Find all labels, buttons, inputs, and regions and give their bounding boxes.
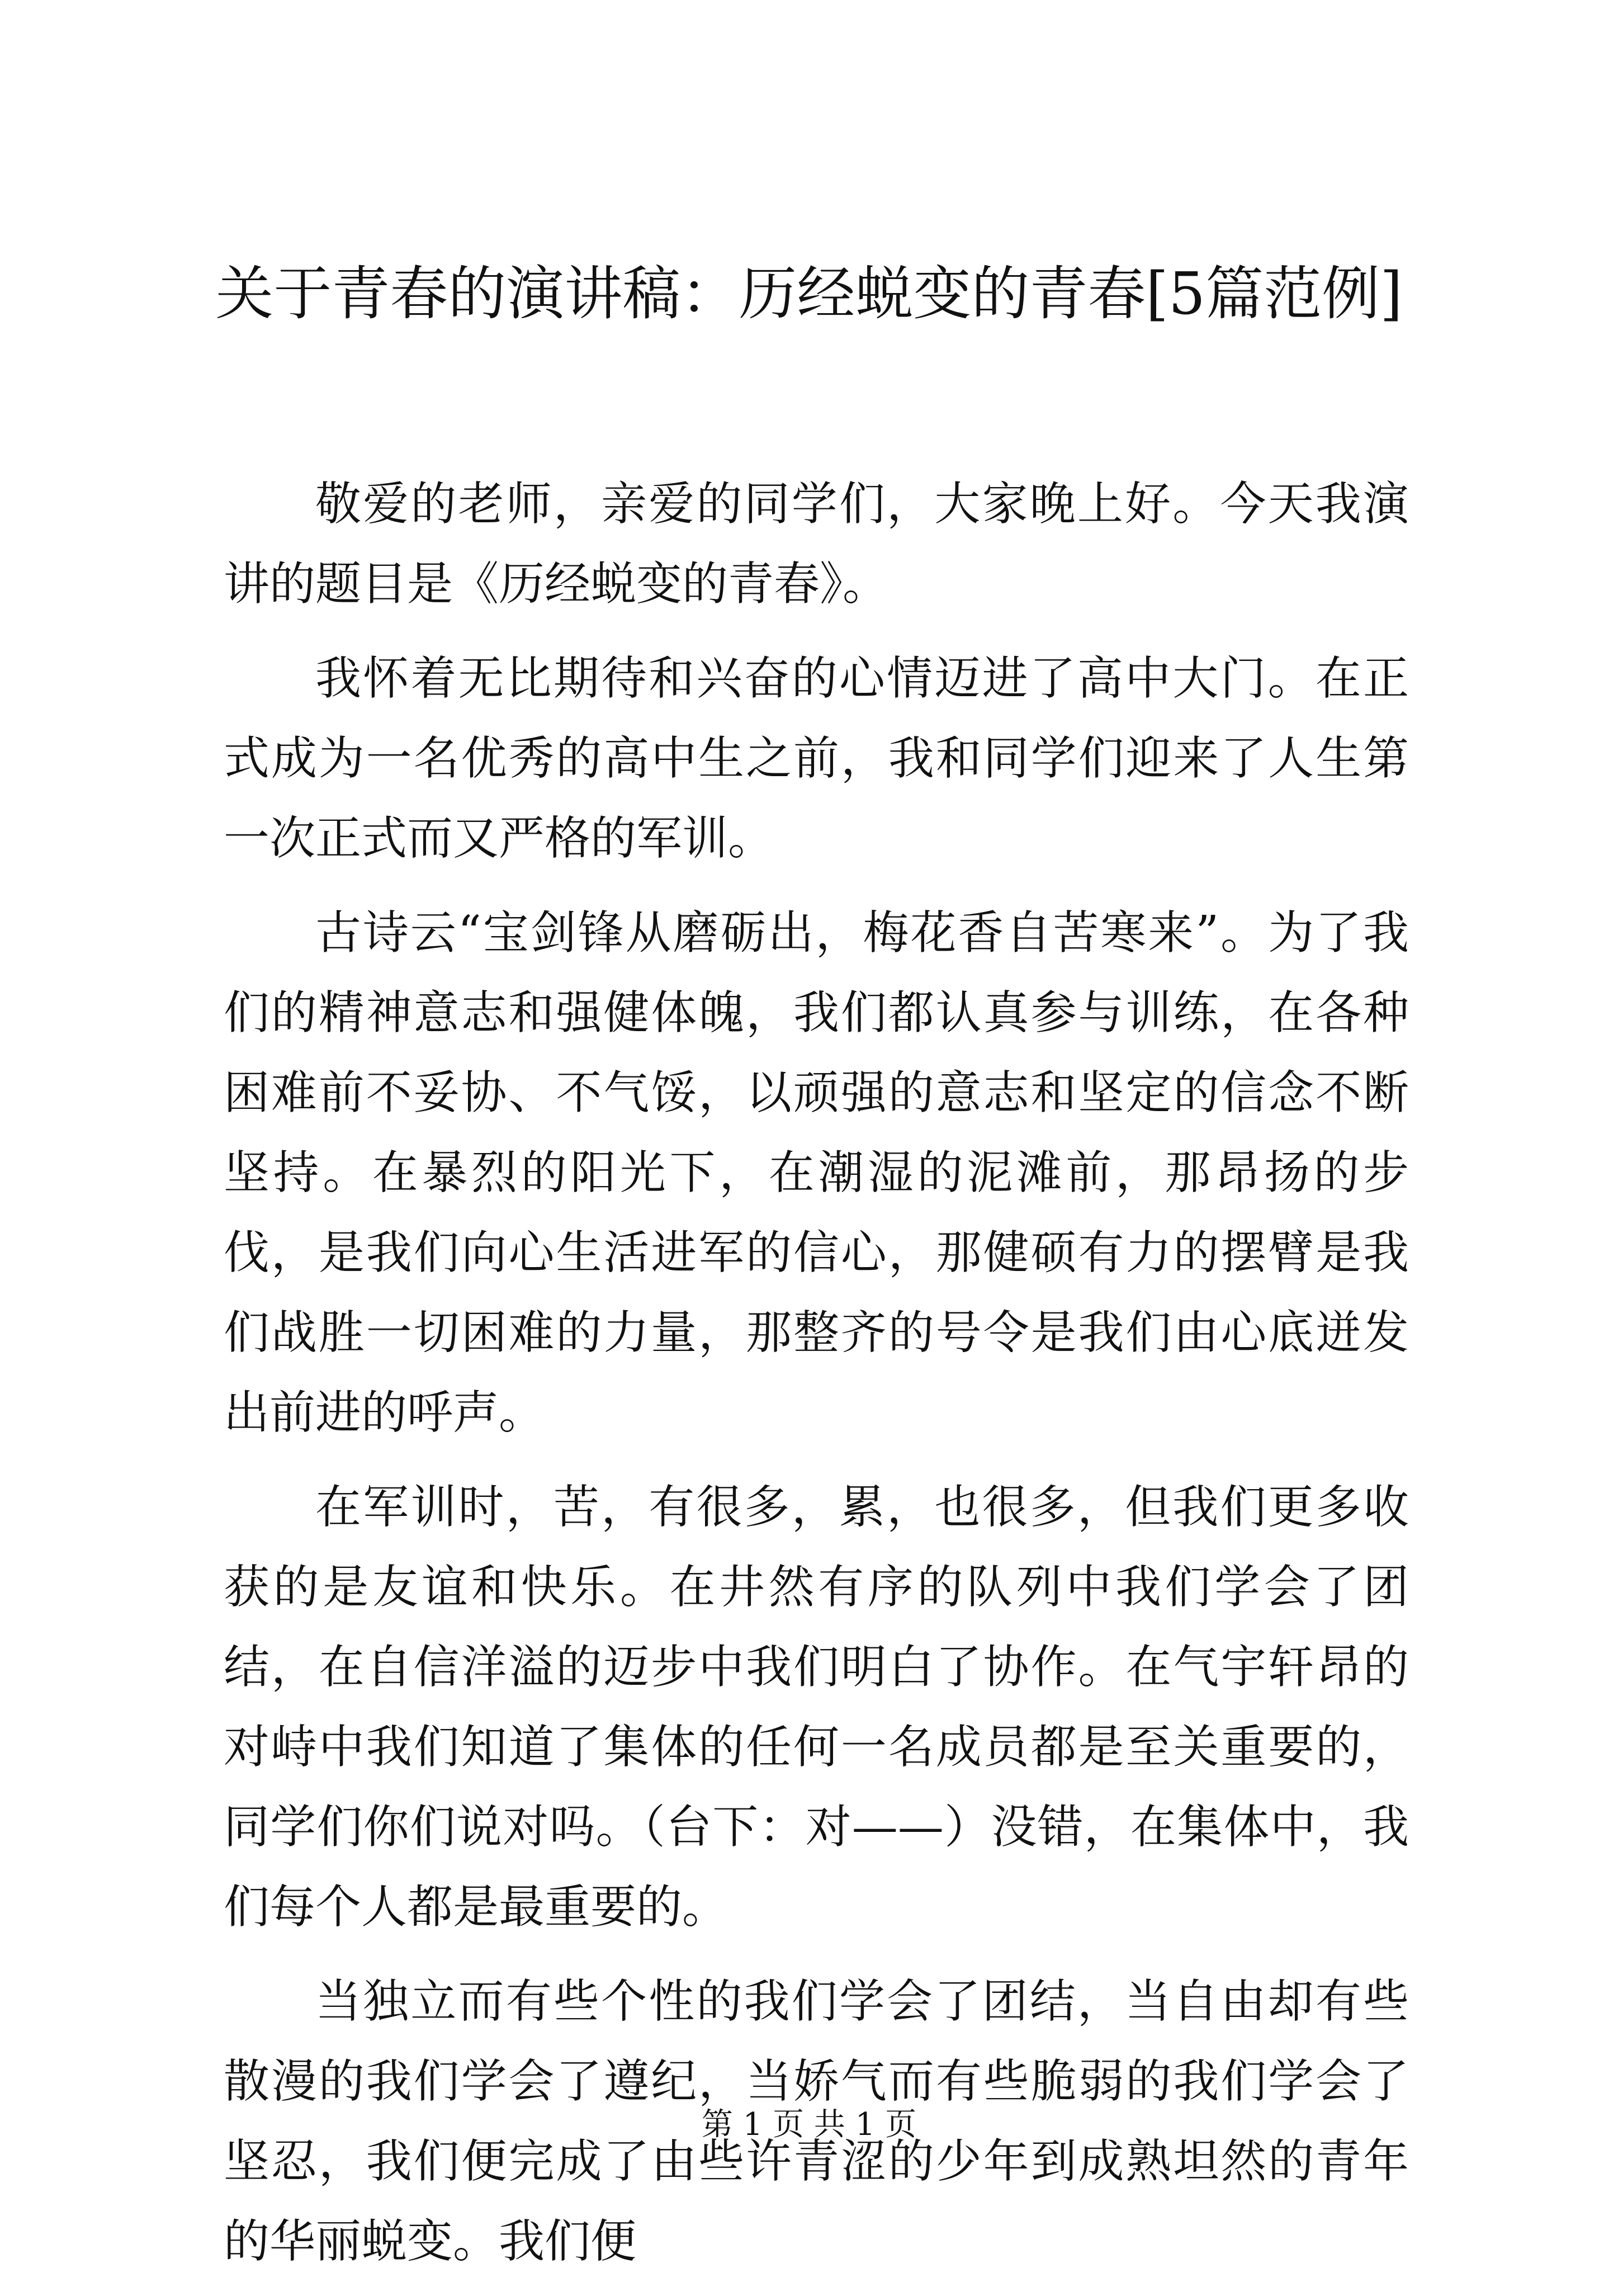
paragraph-4: 在军训时，苦，有很多，累，也很多，但我们更多收获的是友谊和快乐。在井然有序的队列中我们学会了团结，在自信洋溢的迈步中我们明白了协作。在气宇轩昂的对峙中我们知道了集体的任何一名成员都是至关重要的，同学们你们说对吗。（台下：对——）没错，在集体中，我们每个人都是最重要的。 — [224, 1481, 1409, 1934]
paragraph-5: 当独立而有些个性的我们学会了团结，当自由却有些散漫的我们学会了遵纪，当娇气而有些脆弱的我们学会了坚忍，我们便完成了由些许青涩的少年到成熟坦然的青年的华丽蜕变。我们便 — [224, 1975, 1409, 2268]
document-title: 关于青春的演讲稿：历经蜕变的青春[5篇范例] — [215, 259, 1403, 328]
paragraph-3: 古诗云“宝剑锋从磨砺出，梅花香自苦寒来”。为了我们的精神意志和强健体魄，我们都认真参与训练，在各种困难前不妥协、不气馁，以顽强的意志和坚定的信念不断坚持。在暴烈的阳光下，在潮湿的泥滩前，那昂扬的步伐，是我们向心生活进军的信心，那健硕有力的摆臂是我们战胜一切困难的力量，那整齐的号令是我们由心底迸发出前进的呼声。 — [224, 906, 1409, 1439]
page-footer: 第 1 页 共 1 页 — [701, 2106, 917, 2143]
paragraph-2: 我怀着无比期待和兴奋的心情迈进了高中大门。在正式成为一名优秀的高中生之前，我和同学们迎来了人生第一次正式而又严格的军训。 — [224, 652, 1409, 865]
document-body — [224, 464, 1409, 2296]
paragraph-1: 敬爱的老师，亲爱的同学们，大家晚上好。今天我演讲的题目是《历经蜕变的青春》。 — [224, 478, 1409, 611]
